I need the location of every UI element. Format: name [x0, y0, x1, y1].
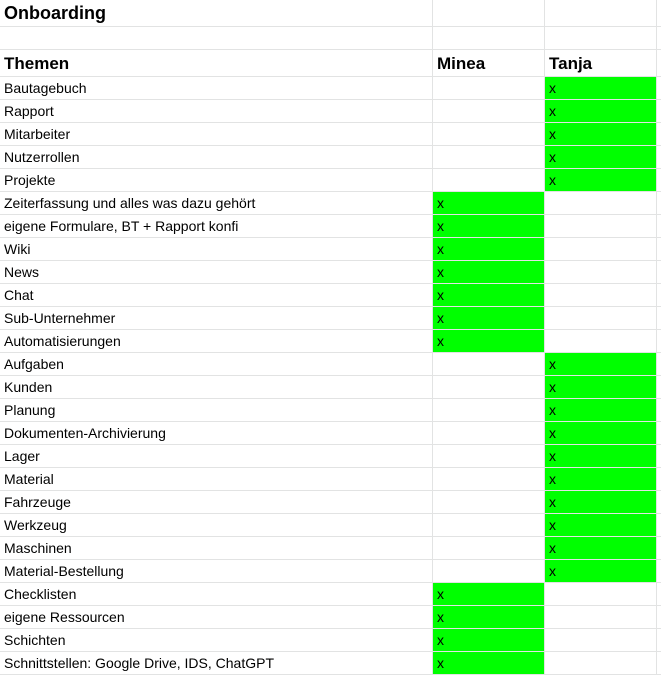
minea-cell[interactable]	[433, 77, 545, 100]
table-body	[0, 77, 661, 675]
empty-cell[interactable]	[433, 0, 545, 27]
tanja-cell[interactable]	[545, 261, 657, 284]
tanja-cell[interactable]: x	[545, 376, 657, 399]
minea-cell[interactable]	[433, 468, 545, 491]
minea-cell[interactable]	[433, 376, 545, 399]
tanja-cell[interactable]	[545, 330, 657, 353]
empty-cell	[657, 307, 661, 330]
empty-cell	[657, 422, 661, 445]
topic-cell[interactable]: Lager	[0, 445, 433, 468]
empty-cell[interactable]	[0, 27, 433, 50]
topic-cell[interactable]: News	[0, 261, 433, 284]
empty-cell	[657, 0, 661, 27]
tanja-cell[interactable]	[545, 652, 657, 675]
minea-cell[interactable]: x	[433, 261, 545, 284]
topic-cell[interactable]: Fahrzeuge	[0, 491, 433, 514]
minea-cell[interactable]	[433, 422, 545, 445]
header-tanja[interactable]: Tanja	[545, 50, 657, 77]
table-row	[0, 376, 661, 399]
minea-cell[interactable]: x	[433, 215, 545, 238]
empty-cell	[657, 560, 661, 583]
empty-cell	[657, 629, 661, 652]
minea-cell[interactable]	[433, 146, 545, 169]
minea-cell[interactable]	[433, 169, 545, 192]
topic-cell[interactable]: Rapport	[0, 100, 433, 123]
tanja-cell[interactable]: x	[545, 353, 657, 376]
minea-cell[interactable]	[433, 445, 545, 468]
title-row	[0, 0, 661, 27]
empty-cell	[657, 77, 661, 100]
topic-cell[interactable]: Dokumenten-Archivierung	[0, 422, 433, 445]
table-row	[0, 537, 661, 560]
minea-cell[interactable]	[433, 537, 545, 560]
table-row	[0, 422, 661, 445]
empty-cell	[657, 284, 661, 307]
empty-cell	[657, 491, 661, 514]
empty-cell	[657, 192, 661, 215]
topic-cell[interactable]: Aufgaben	[0, 353, 433, 376]
table-row	[0, 468, 661, 491]
topic-cell[interactable]: Projekte	[0, 169, 433, 192]
blank-row	[0, 27, 661, 50]
empty-cell	[657, 215, 661, 238]
tanja-cell[interactable]: x	[545, 169, 657, 192]
empty-cell	[657, 399, 661, 422]
topic-cell[interactable]: Werkzeug	[0, 514, 433, 537]
table-row	[0, 146, 661, 169]
tanja-cell[interactable]	[545, 215, 657, 238]
table-row	[0, 77, 661, 100]
table-row	[0, 284, 661, 307]
topic-cell[interactable]: Sub-Unternehmer	[0, 307, 433, 330]
empty-cell	[657, 238, 661, 261]
empty-cell[interactable]	[433, 27, 545, 50]
table-row	[0, 215, 661, 238]
minea-cell[interactable]: x	[433, 284, 545, 307]
empty-cell	[657, 50, 661, 77]
empty-cell	[657, 606, 661, 629]
empty-cell	[657, 468, 661, 491]
tanja-cell[interactable]	[545, 307, 657, 330]
empty-cell	[657, 261, 661, 284]
empty-cell	[657, 376, 661, 399]
minea-cell[interactable]: x	[433, 629, 545, 652]
tanja-cell[interactable]: x	[545, 491, 657, 514]
topic-cell[interactable]: eigene Ressourcen	[0, 606, 433, 629]
minea-cell[interactable]: x	[433, 307, 545, 330]
table-row	[0, 583, 661, 606]
minea-cell[interactable]	[433, 353, 545, 376]
tanja-cell[interactable]	[545, 284, 657, 307]
table-row	[0, 514, 661, 537]
table-row	[0, 100, 661, 123]
tanja-cell[interactable]	[545, 629, 657, 652]
table-row	[0, 560, 661, 583]
topic-cell[interactable]: Kunden	[0, 376, 433, 399]
topic-cell[interactable]: Mitarbeiter	[0, 123, 433, 146]
tanja-cell[interactable]: x	[545, 514, 657, 537]
empty-cell	[657, 27, 661, 50]
tanja-cell[interactable]	[545, 238, 657, 261]
empty-cell	[657, 652, 661, 675]
tanja-cell[interactable]: x	[545, 560, 657, 583]
table-row	[0, 399, 661, 422]
table-row	[0, 123, 661, 146]
empty-cell	[657, 514, 661, 537]
topic-cell[interactable]: Checklisten	[0, 583, 433, 606]
empty-cell	[657, 537, 661, 560]
table-row	[0, 261, 661, 284]
topic-cell[interactable]: Automatisierungen	[0, 330, 433, 353]
topic-cell[interactable]: Schichten	[0, 629, 433, 652]
minea-cell[interactable]	[433, 399, 545, 422]
tanja-cell[interactable]: x	[545, 422, 657, 445]
empty-cell	[657, 583, 661, 606]
header-topics[interactable]: Themen	[0, 50, 433, 77]
table-row	[0, 330, 661, 353]
table-row	[0, 491, 661, 514]
minea-cell[interactable]	[433, 100, 545, 123]
minea-cell[interactable]	[433, 491, 545, 514]
topic-cell[interactable]: Chat	[0, 284, 433, 307]
topic-cell[interactable]: Planung	[0, 399, 433, 422]
table-row	[0, 353, 661, 376]
tanja-cell[interactable]: x	[545, 123, 657, 146]
topic-cell[interactable]: Zeiterfassung und alles was dazu gehört	[0, 192, 433, 215]
topic-cell[interactable]: Bautagebuch	[0, 77, 433, 100]
table-row	[0, 606, 661, 629]
topic-cell[interactable]: Maschinen	[0, 537, 433, 560]
minea-cell[interactable]	[433, 514, 545, 537]
minea-cell[interactable]: x	[433, 238, 545, 261]
minea-cell[interactable]	[433, 123, 545, 146]
table-row	[0, 445, 661, 468]
empty-cell	[657, 353, 661, 376]
topic-cell[interactable]: Nutzerrollen	[0, 146, 433, 169]
table-row	[0, 169, 661, 192]
header-minea[interactable]: Minea	[433, 50, 545, 77]
tanja-cell[interactable]: x	[545, 537, 657, 560]
tanja-cell[interactable]: x	[545, 445, 657, 468]
topic-cell[interactable]: Material	[0, 468, 433, 491]
empty-cell	[657, 445, 661, 468]
minea-cell[interactable]: x	[433, 192, 545, 215]
tanja-cell[interactable]: x	[545, 146, 657, 169]
table-row	[0, 307, 661, 330]
tanja-cell[interactable]	[545, 192, 657, 215]
table-row	[0, 192, 661, 215]
empty-cell	[657, 330, 661, 353]
tanja-cell[interactable]	[545, 583, 657, 606]
topic-cell[interactable]: Schnittstellen: Google Drive, IDS, ChatGPT	[0, 652, 433, 675]
tanja-cell[interactable]: x	[545, 468, 657, 491]
empty-cell	[657, 100, 661, 123]
minea-cell[interactable]: x	[433, 652, 545, 675]
empty-cell	[657, 123, 661, 146]
table-row	[0, 238, 661, 261]
empty-cell	[657, 169, 661, 192]
topic-cell[interactable]: Wiki	[0, 238, 433, 261]
tanja-cell[interactable]: x	[545, 100, 657, 123]
header-row	[0, 50, 661, 77]
topic-cell[interactable]: eigene Formulare, BT + Rapport konfi	[0, 215, 433, 238]
empty-cell	[657, 146, 661, 169]
empty-cell[interactable]	[545, 27, 657, 50]
table-row	[0, 629, 661, 652]
tanja-cell[interactable]: x	[545, 399, 657, 422]
tanja-cell[interactable]	[545, 606, 657, 629]
tanja-cell[interactable]: x	[545, 77, 657, 100]
minea-cell[interactable]: x	[433, 606, 545, 629]
table-row	[0, 652, 661, 675]
sheet-title[interactable]: Onboarding	[0, 0, 433, 27]
empty-cell[interactable]	[545, 0, 657, 27]
minea-cell[interactable]: x	[433, 330, 545, 353]
topic-cell[interactable]: Material-Bestellung	[0, 560, 433, 583]
minea-cell[interactable]	[433, 560, 545, 583]
minea-cell[interactable]: x	[433, 583, 545, 606]
